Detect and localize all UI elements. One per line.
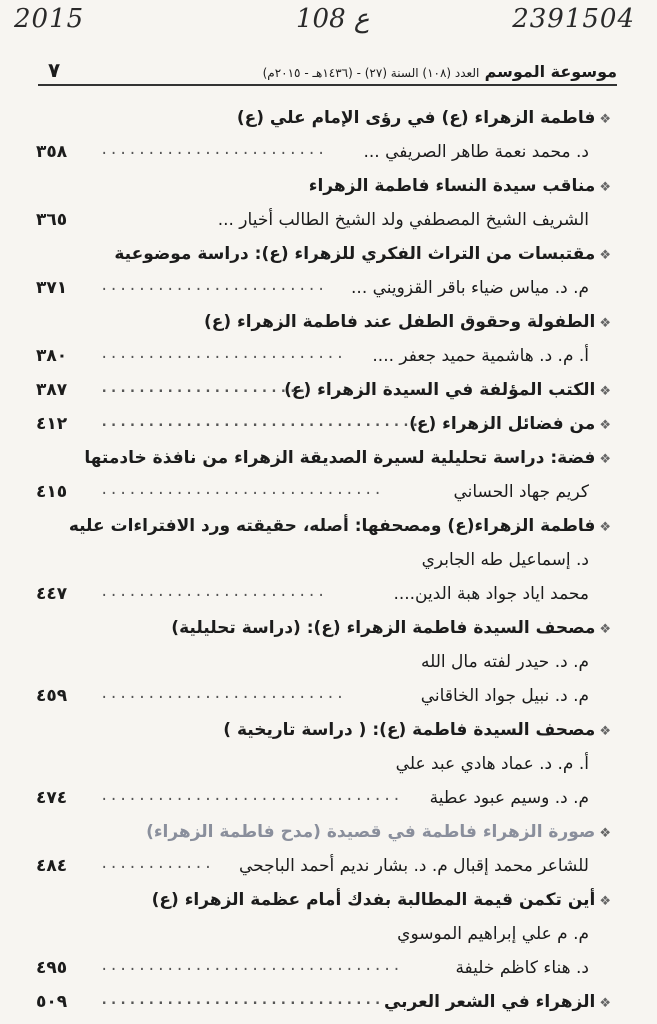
toc-entry-author [36, 678, 611, 712]
bullet-icon: ❖ [599, 452, 611, 467]
toc-entry-text [171, 618, 611, 638]
magazine-name: موسوعة الموسم [484, 62, 617, 81]
handwritten-issue-number: 108 ع [296, 4, 370, 34]
toc-entry-text [421, 652, 589, 672]
toc-entry-text [223, 720, 611, 740]
issue-info: العدد (١٠٨) السنة (٢٧) - (١٤٣٦هـ - ٢٠١٥م) [262, 66, 480, 80]
bullet-icon: ❖ [599, 894, 611, 909]
toc-entry-text [69, 516, 611, 536]
toc-page-number: ٣٨٠ [36, 346, 68, 366]
toc-entry-label: فضة: دراسة تحليلية لسيرة الصديقة الزهراء من نافذة خادمتها [84, 448, 596, 468]
toc-entry-label: أ. م. د. عماد هادي عبد علي [395, 754, 589, 774]
leader-dots: .................................. [100, 414, 421, 430]
toc-entry-title [36, 610, 611, 644]
toc-entry-text [396, 754, 589, 774]
toc-entry-text [152, 890, 611, 910]
toc-entry-label: د. هناء كاظم خليفة [455, 958, 589, 978]
toc-entry-label: للشاعر محمد إقبال م. د. بشار نديم أحمد الباجحي [239, 856, 589, 876]
toc-entry-text [204, 312, 611, 332]
toc-entry-text [351, 278, 589, 298]
toc-entry-text [397, 924, 589, 944]
leader-dots: .......................... [100, 686, 346, 702]
toc-page-number: ٤١٥ [36, 482, 68, 502]
toc-page-number: ٣٦٥ [36, 210, 68, 230]
toc-entry-title [36, 712, 611, 746]
toc-entry-author [36, 848, 611, 882]
toc-entry-text [430, 788, 589, 808]
toc-page-number: ٣٧١ [36, 278, 68, 298]
toc-entry-text [421, 686, 589, 706]
toc-entry-label: مناقب سيدة النساء فاطمة الزهراء [308, 176, 596, 196]
leader-dots: .............................. [100, 992, 383, 1008]
toc-page-number: ٤٤٧ [36, 584, 68, 604]
toc-entry-title [36, 236, 611, 270]
toc-entry-author [36, 576, 611, 610]
toc-entry-author [36, 202, 611, 236]
bullet-icon: ❖ [599, 520, 611, 535]
toc-entry-label: فاطمة الزهراء(ع) ومصحفها: أصله، حقيقته ورد الافتراءات عليه [68, 516, 596, 536]
toc-entry-label: الطفولة وحقوق الطفل عند فاطمة الزهراء (ع) [203, 312, 596, 332]
bullet-icon: ❖ [599, 180, 611, 195]
bullet-icon: ❖ [599, 622, 611, 637]
toc-entry-text [218, 210, 589, 230]
toc-entry-text [364, 142, 590, 162]
toc-page-number: ٤٥٩ [36, 686, 68, 706]
toc-entry-author [36, 916, 611, 950]
bullet-icon: ❖ [599, 418, 611, 433]
toc-page-number: ٥٠٩ [36, 992, 68, 1012]
toc-page-number: ٤٨٤ [36, 856, 68, 876]
toc-entry-label: م. د. حيدر لفته مال الله [421, 652, 589, 672]
leader-dots: ............ [100, 856, 214, 872]
toc-entry-text [309, 176, 611, 196]
toc-entry-label: د. محمد نعمة طاهر الصريفي ... [363, 142, 589, 162]
bullet-icon: ❖ [599, 248, 611, 263]
toc-entry-label: د. إسماعيل طه الجابري [421, 550, 589, 570]
toc-entry-label: محمد اياد جواد هبة الدين.... [393, 584, 589, 604]
toc-entry-author [36, 270, 611, 304]
toc-entry-label: صورة الزهراء فاطمة في قصيدة (مدح فاطمة الزهراء) [146, 822, 596, 842]
toc-entry-author [36, 338, 611, 372]
toc-entry-title [36, 984, 611, 1018]
page-header [38, 58, 617, 86]
leader-dots: ........................ [100, 584, 327, 600]
bullet-icon: ❖ [599, 826, 611, 841]
leader-dots: ...................... [100, 380, 308, 396]
toc-entry-text [384, 992, 611, 1012]
toc-entry-text [84, 448, 611, 468]
leader-dots: ................................ [100, 958, 402, 974]
toc-entry-label: مصحف السيدة فاطمة (ع): ( دراسة تاريخية ) [223, 720, 596, 740]
handwritten-year: 2015 [14, 4, 85, 34]
toc-entry-text [409, 414, 611, 434]
toc-entry-author [36, 542, 611, 576]
toc-entry-text [422, 550, 589, 570]
toc-entry-title [36, 168, 611, 202]
toc-entry-label: م. د. نبيل جواد الخاقاني [420, 686, 589, 706]
leader-dots: .............................. [100, 482, 383, 498]
toc-entry-text [372, 346, 589, 366]
toc-entry-author [36, 644, 611, 678]
toc-entry-text [114, 244, 611, 264]
toc-entry-text [453, 482, 589, 502]
toc-entry-text [146, 822, 611, 842]
toc-entry-author [36, 950, 611, 984]
toc-entry-text [239, 856, 589, 876]
toc-entry-author [36, 474, 611, 508]
toc-entry-label: أين تكمن قيمة المطالبة بفدك أمام عظمة الزهراء (ع) [151, 890, 596, 910]
bullet-icon: ❖ [599, 996, 611, 1011]
toc-entry-label: فاطمة الزهراء (ع) في رؤى الإمام علي (ع) [236, 108, 596, 128]
toc-entry-title [36, 406, 611, 440]
toc-entry-label: م. م علي إبراهيم الموسوي [397, 924, 589, 944]
toc-entry-text [393, 584, 589, 604]
toc-entry-label: كريم جهاد الحساني [453, 482, 589, 502]
toc-entry-title [36, 508, 611, 542]
bullet-icon: ❖ [599, 112, 611, 127]
leader-dots: ........................ [100, 278, 327, 294]
toc-entry-label: الشريف الشيخ المصطفي ولد الشيخ الطالب أخيار ... [217, 210, 589, 230]
bullet-icon: ❖ [599, 724, 611, 739]
leader-dots: .......................... [100, 346, 346, 362]
toc-entry-author [36, 134, 611, 168]
toc-entry-title [36, 100, 611, 134]
toc-entry-author [36, 746, 611, 780]
toc-page-number: ٣٥٨ [36, 142, 68, 162]
toc-entry-label: أ. م. د. هاشمية حميد جعفر .... [372, 346, 589, 366]
toc-page-number: ٤١٢ [36, 414, 68, 434]
toc-entry-label: مصحف السيدة فاطمة الزهراء (ع): (دراسة تحليلية) [171, 618, 596, 638]
toc-entry-label: الزهراء في الشعر العربي [383, 992, 596, 1012]
toc-entry-label: م. د. وسيم عبود عطية [429, 788, 589, 808]
toc-entry-title [36, 814, 611, 848]
leader-dots: ................................ [100, 788, 402, 804]
handwritten-code: 2391504 [512, 4, 635, 34]
toc-entry-label: م. د. مياس ضياء باقر القزويني ... [351, 278, 589, 298]
toc-page-number: ٣٨٧ [36, 380, 68, 400]
toc-entry-text [237, 108, 611, 128]
toc-entry-title [36, 372, 611, 406]
toc-entry-author [36, 780, 611, 814]
toc-entry-text [455, 958, 589, 978]
bullet-icon: ❖ [599, 316, 611, 331]
toc-page-number: ٤٧٤ [36, 788, 68, 808]
toc-entry-title [36, 882, 611, 916]
toc-entry-label: من فضائل الزهراء (ع) [409, 414, 596, 434]
leader-dots: ........................ [100, 142, 327, 158]
toc-page-number: ٤٩٥ [36, 958, 68, 978]
page-number: ٧ [48, 58, 61, 82]
toc-entry-title [36, 440, 611, 474]
toc-entry-label: مقتبسات من التراث الفكري للزهراء (ع): دراسة موضوعية [114, 244, 596, 264]
table-of-contents [36, 100, 611, 1018]
toc-entry-text [284, 380, 611, 400]
toc-entry-title [36, 304, 611, 338]
header-title [263, 62, 617, 81]
bullet-icon: ❖ [599, 384, 611, 399]
toc-entry-label: الكتب المؤلفة في السيدة الزهراء (ع) [284, 380, 596, 400]
